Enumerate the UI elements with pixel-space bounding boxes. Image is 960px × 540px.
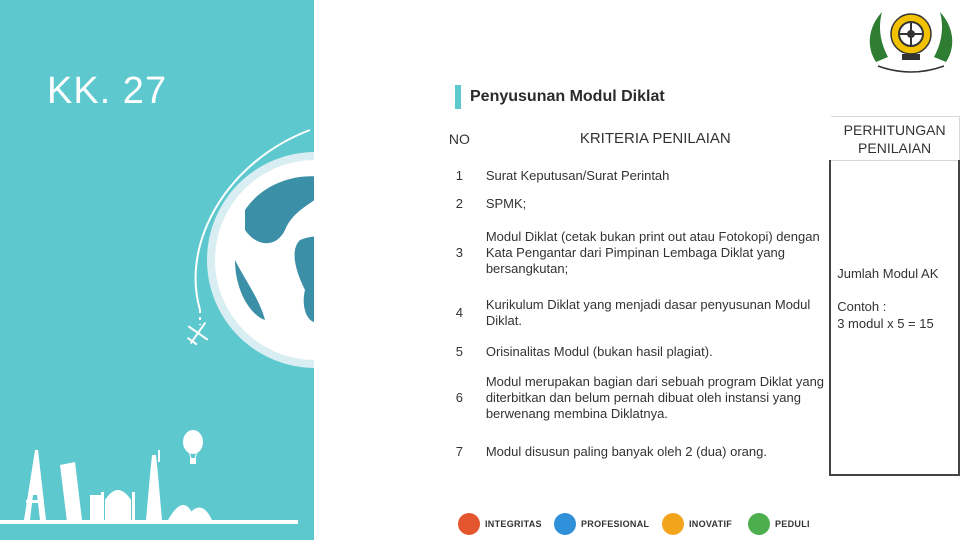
criteria-table (438, 116, 960, 476)
header-kriteria: KRITERIA PENILAIAN (480, 117, 830, 161)
page-title: Penyusunan Modul Diklat (470, 88, 665, 105)
inovatif-icon (662, 513, 684, 535)
value-inovatif (662, 512, 732, 536)
row-kriteria: Surat Keputusan/Surat Perintah (480, 161, 830, 191)
profesional-icon (554, 513, 576, 535)
title-accent-bar (455, 85, 461, 109)
header-no: NO (439, 117, 481, 161)
integritas-icon (458, 513, 480, 535)
value-integritas (458, 512, 542, 536)
row-kriteria: Modul disusun paling banyak oleh 2 (dua) orang. (480, 429, 830, 475)
row-no: 3 (439, 217, 481, 289)
row-no: 1 (439, 161, 481, 191)
row-kriteria: SPMK; (480, 191, 830, 217)
calc-contoh-label: Contoh : (837, 299, 887, 314)
row-no: 7 (439, 429, 481, 475)
landmarks-skyline-icon (0, 400, 314, 540)
row-kriteria: Modul Diklat (cetak bukan print out atau Fotokopi) dengan Kata Pengantar dari Pimpinan Lembaga Diklat yang bersangkutan; (480, 217, 830, 289)
value-label: INTEGRITAS (485, 519, 542, 529)
calc-contoh-formula: 3 modul x 5 = 15 (837, 316, 934, 331)
peduli-icon (748, 513, 770, 535)
value-label: INOVATIF (689, 519, 733, 529)
row-kriteria: Modul merupakan bagian dari sebuah program Diklat yang diterbitkan dan belum pernah dibuat oleh instansi yang berwenang membina Diklatnya. (480, 367, 830, 429)
header-perhitungan: PERHITUNGAN PENILAIAN (830, 117, 959, 161)
value-peduli (748, 512, 810, 536)
row-no: 2 (439, 191, 481, 217)
calc-jumlah: Jumlah Modul AK (837, 266, 939, 281)
value-label: PROFESIONAL (581, 519, 650, 529)
value-label: PEDULI (775, 519, 810, 529)
perhitungan-cell (830, 161, 959, 475)
ministry-emblem-logo (862, 2, 960, 78)
left-decor-panel (0, 0, 314, 540)
row-no: 5 (439, 337, 481, 367)
table-row (439, 161, 960, 191)
row-no: 6 (439, 367, 481, 429)
row-kriteria: Orisinalitas Modul (bukan hasil plagiat). (480, 337, 830, 367)
row-no: 4 (439, 289, 481, 337)
row-kriteria: Kurikulum Diklat yang menjadi dasar penyusunan Modul Diklat. (480, 289, 830, 337)
slide-code: KK. 27 (47, 70, 168, 112)
globe-icon (205, 150, 314, 375)
value-profesional (554, 512, 649, 536)
